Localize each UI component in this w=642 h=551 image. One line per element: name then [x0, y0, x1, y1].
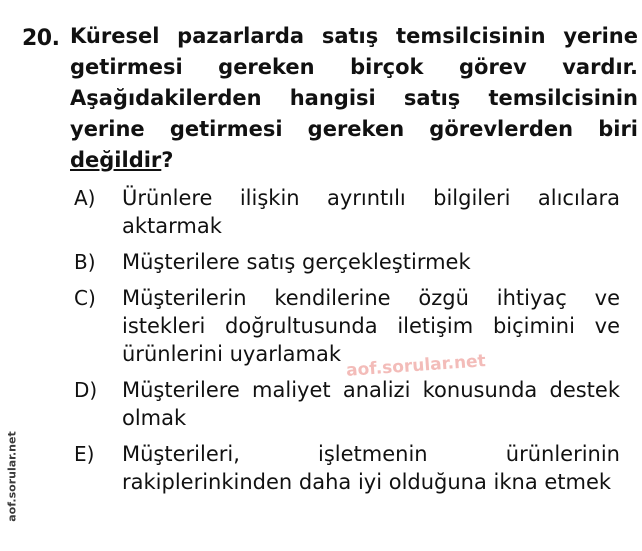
option-text: Ürünlere ilişkin ayrıntılı bilgileri alıcılara aktarmak — [122, 186, 620, 238]
option-letter: E) — [74, 442, 95, 466]
watermark-inline: aof.sorular.net — [345, 351, 487, 381]
option-d[interactable] — [74, 376, 620, 432]
option-text: Müşterilere maliyet analizi konusunda destek olmak — [122, 378, 620, 430]
option-text: Müşterileri, işletmenin ürünlerinin rakiplerinkinden daha iyi olduğuna ikna etmek — [122, 442, 620, 494]
question-negative-word: değildir — [70, 148, 162, 172]
question-stem-end: ? — [161, 148, 174, 172]
option-letter: C) — [74, 286, 96, 310]
option-text: Müşterilerin kendilerine özgü ihtiyaç ve istekleri doğrultusunda iletişim biçimini ve ürünlerini uyarlamak — [122, 286, 620, 366]
option-letter: D) — [74, 378, 98, 402]
option-letter: B) — [74, 250, 96, 274]
watermark-side: aof.sorular.net — [5, 431, 19, 522]
question-number: 20. — [22, 26, 60, 51]
option-a[interactable] — [74, 184, 620, 240]
option-c[interactable] — [74, 284, 620, 368]
answer-options — [74, 184, 620, 504]
question-stem — [70, 21, 638, 176]
option-b[interactable] — [74, 248, 620, 276]
option-text: Müşterilere satış gerçekleştirmek — [122, 250, 471, 274]
option-letter: A) — [74, 186, 96, 210]
option-e[interactable] — [74, 440, 620, 496]
question-stem-text: Küresel pazarlarda satış temsilcisinin yerine getirmesi gereken birçok görev vardır. Aşağıdakilerden hangisi satış temsilcisinin yerine getirmesi gereken görevlerden biri — [70, 24, 638, 141]
